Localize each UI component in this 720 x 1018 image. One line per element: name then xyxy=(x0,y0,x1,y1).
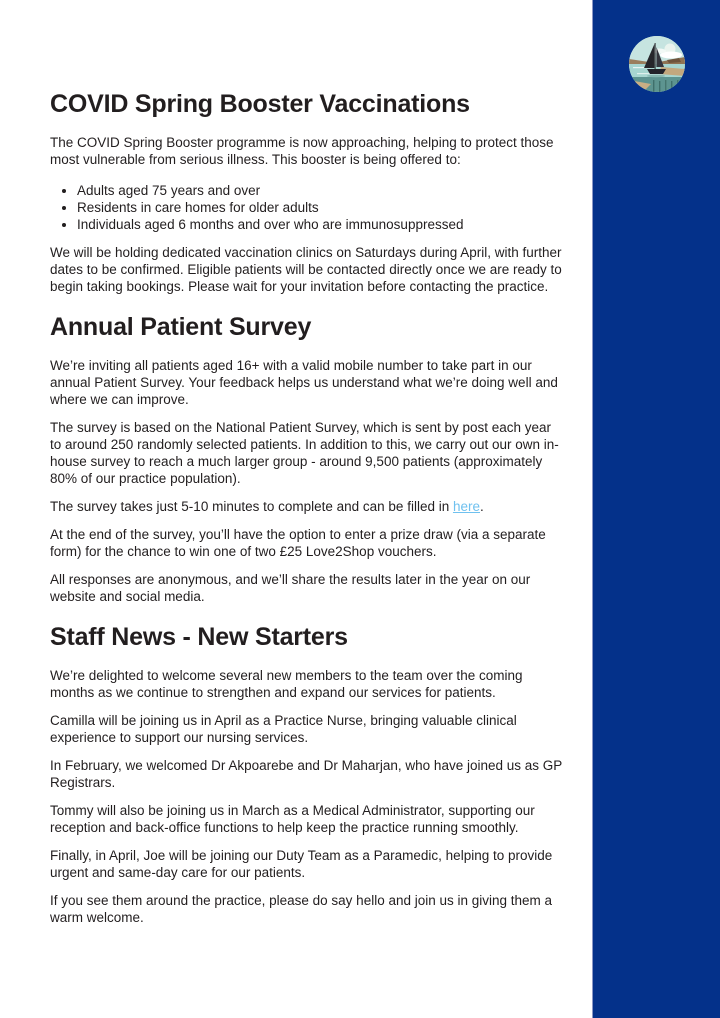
survey-paragraph-link xyxy=(50,498,565,515)
covid-outro-paragraph: We will be holding dedicated vaccination clinics on Saturdays during April, with further dates to be confirmed. Eligible patients will be contacted directly once we are ready to begin taking bookings. Please wait for your invitation before contacting the practice. xyxy=(50,245,562,294)
staff-paragraph-6: If you see them around the practice, please do say hello and join us in giving them a warm welcome. xyxy=(50,893,553,925)
survey-paragraph-2: The survey is based on the National Patient Survey, which is sent by post each year to around 250 randomly selected patients. In addition to this, we carry out our own in-house survey to reach a much larger group - around 9,500 patients (approximately 80% of our practice population). xyxy=(50,420,559,486)
list-item: • Residents in care homes for older adults xyxy=(77,199,565,216)
paragraph-text: The survey takes just 5-10 minutes to complete and can be filled in xyxy=(50,499,453,514)
list-item: • Individuals aged 6 months and over who are immunosuppressed xyxy=(77,216,565,233)
section-title-staff: Staff News - New Starters xyxy=(50,623,348,651)
sidebar xyxy=(592,0,720,1018)
section-title-survey: Annual Patient Survey xyxy=(50,313,312,341)
staff-paragraph-1: We’re delighted to welcome several new members to the team over the coming months as we continue to strengthen and expand our services for patients. xyxy=(50,668,523,700)
section-title-covid: COVID Spring Booster Vaccinations xyxy=(50,90,470,118)
paragraph-text: . xyxy=(480,499,484,514)
survey-paragraph-1: We’re inviting all patients aged 16+ with a valid mobile number to take part in our annual Patient Survey. Your feedback helps us understand what we’re doing well and where we can improve. xyxy=(50,358,558,407)
sailboat-icon xyxy=(629,36,685,92)
practice-logo xyxy=(629,36,685,92)
survey-paragraph-5: All responses are anonymous, and we’ll share the results later in the year on our website and social media. xyxy=(50,572,531,604)
survey-paragraph-4: At the end of the survey, you’ll have the option to enter a prize draw (via a separate form) for the chance to win one of two £25 Love2Shop vouchers. xyxy=(50,527,546,559)
staff-paragraph-3: In February, we welcomed Dr Akpoarebe and Dr Maharjan, who have joined us as GP Registrars. xyxy=(50,758,563,790)
staff-paragraph-5: Finally, in April, Joe will be joining our Duty Team as a Paramedic, helping to provide urgent and same-day care for our patients. xyxy=(50,848,553,880)
survey-here-link[interactable]: here xyxy=(452,499,480,514)
covid-intro-paragraph: The COVID Spring Booster programme is now approaching, helping to protect those most vulnerable from serious illness. This booster is being offered to: xyxy=(50,135,554,167)
covid-bullet-list xyxy=(50,182,565,233)
list-item: • Adults aged 75 years and over xyxy=(77,182,565,199)
staff-paragraph-4: Tommy will also be joining us in March as a Medical Administrator, supporting our reception and back-office functions to help keep the practice running smoothly. xyxy=(50,803,535,835)
staff-paragraph-2: Camilla will be joining us in April as a Practice Nurse, bringing valuable clinical experience to support our nursing services. xyxy=(50,713,517,745)
